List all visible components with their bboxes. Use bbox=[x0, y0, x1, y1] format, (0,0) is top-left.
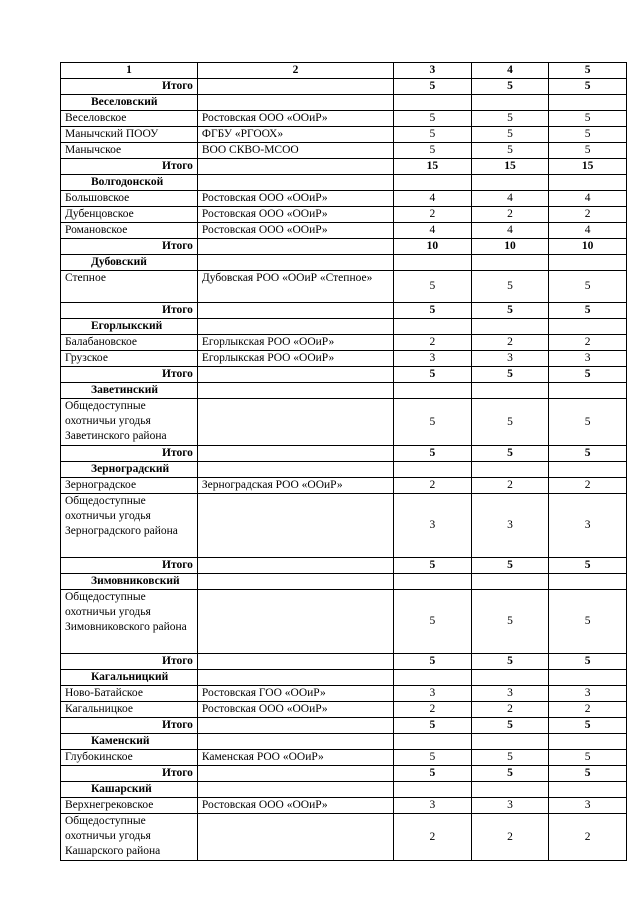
total-value: 5 bbox=[471, 79, 549, 95]
hunting-ground-name: Манычский ПООУ bbox=[61, 127, 198, 143]
organization-name: Зерноградская РОО «ООиР» bbox=[197, 478, 393, 494]
district-name: Зерноградский bbox=[61, 462, 198, 478]
empty-cell bbox=[197, 159, 393, 175]
table-row bbox=[61, 701, 627, 717]
table-row bbox=[61, 350, 627, 366]
empty-cell bbox=[394, 95, 472, 111]
empty-cell bbox=[471, 669, 549, 685]
hunting-ground-name: Зерноградское bbox=[61, 478, 198, 494]
empty-cell bbox=[471, 462, 549, 478]
value-cell: 3 bbox=[549, 685, 627, 701]
total-label: Итого bbox=[61, 159, 198, 175]
value-cell: 4 bbox=[394, 191, 472, 207]
district-row bbox=[61, 318, 627, 334]
hunting-quota-table bbox=[60, 62, 627, 861]
value-cell: 3 bbox=[394, 685, 472, 701]
table-body bbox=[61, 63, 627, 861]
value-cell: 3 bbox=[394, 797, 472, 813]
value-cell: 3 bbox=[549, 350, 627, 366]
value-cell: 5 bbox=[394, 143, 472, 159]
empty-cell bbox=[197, 574, 393, 590]
organization-name: ВОО СКВО-МСОО bbox=[197, 143, 393, 159]
total-value: 5 bbox=[549, 765, 627, 781]
empty-cell bbox=[394, 574, 472, 590]
total-value: 15 bbox=[549, 159, 627, 175]
total-label: Итого bbox=[61, 717, 198, 733]
value-cell: 2 bbox=[394, 813, 472, 861]
value-cell: 4 bbox=[549, 223, 627, 239]
hunting-ground-name: Глубокинское bbox=[61, 749, 198, 765]
empty-cell bbox=[549, 95, 627, 111]
value-cell: 4 bbox=[394, 223, 472, 239]
empty-cell bbox=[197, 239, 393, 255]
table-row bbox=[61, 127, 627, 143]
empty-cell bbox=[197, 382, 393, 398]
empty-cell bbox=[394, 255, 472, 271]
value-cell: 5 bbox=[394, 111, 472, 127]
organization-name: Ростовская ООО «ООиР» bbox=[197, 111, 393, 127]
hunting-ground-name: Общедоступные охотничьи угодья Зимовниковского района bbox=[61, 590, 198, 654]
total-label: Итого bbox=[61, 558, 198, 574]
value-cell: 2 bbox=[549, 207, 627, 223]
total-value: 5 bbox=[471, 366, 549, 382]
district-row bbox=[61, 255, 627, 271]
hunting-ground-name: Общедоступные охотничьи угодья Зерноградского района bbox=[61, 494, 198, 558]
empty-cell bbox=[197, 255, 393, 271]
organization-name: Егорлыкская РОО «ООиР» bbox=[197, 334, 393, 350]
empty-cell bbox=[394, 318, 472, 334]
district-name: Заветинский bbox=[61, 382, 198, 398]
total-value: 5 bbox=[471, 558, 549, 574]
organization-name bbox=[197, 398, 393, 446]
total-value: 5 bbox=[471, 765, 549, 781]
district-row bbox=[61, 95, 627, 111]
district-row bbox=[61, 733, 627, 749]
empty-cell bbox=[394, 733, 472, 749]
total-value: 10 bbox=[471, 239, 549, 255]
organization-name: Ростовская ГОО «ООиР» bbox=[197, 685, 393, 701]
hunting-ground-name: Веселовское bbox=[61, 111, 198, 127]
hunting-ground-name: Ново-Батайское bbox=[61, 685, 198, 701]
value-cell: 5 bbox=[549, 127, 627, 143]
table-row bbox=[61, 271, 627, 303]
value-cell: 2 bbox=[394, 478, 472, 494]
empty-cell bbox=[197, 95, 393, 111]
total-label: Итого bbox=[61, 239, 198, 255]
total-row bbox=[61, 302, 627, 318]
value-cell: 2 bbox=[471, 813, 549, 861]
value-cell: 5 bbox=[549, 143, 627, 159]
district-row bbox=[61, 382, 627, 398]
empty-cell bbox=[394, 781, 472, 797]
total-value: 15 bbox=[471, 159, 549, 175]
empty-cell bbox=[549, 781, 627, 797]
total-row bbox=[61, 79, 627, 95]
hunting-ground-name: Грузское bbox=[61, 350, 198, 366]
empty-cell bbox=[549, 574, 627, 590]
table-header-row bbox=[61, 63, 627, 79]
total-value: 5 bbox=[394, 558, 472, 574]
total-row bbox=[61, 653, 627, 669]
value-cell: 5 bbox=[394, 590, 472, 654]
empty-cell bbox=[197, 366, 393, 382]
total-value: 5 bbox=[394, 765, 472, 781]
empty-cell bbox=[197, 175, 393, 191]
table-row bbox=[61, 334, 627, 350]
hunting-ground-name: Верхнегрековское bbox=[61, 797, 198, 813]
organization-name: Ростовская ООО «ООиР» bbox=[197, 797, 393, 813]
total-label: Итого bbox=[61, 765, 198, 781]
total-value: 5 bbox=[394, 302, 472, 318]
value-cell: 3 bbox=[549, 797, 627, 813]
table-row bbox=[61, 478, 627, 494]
hunting-ground-name: Кагальницкое bbox=[61, 701, 198, 717]
total-value: 15 bbox=[394, 159, 472, 175]
value-cell: 3 bbox=[394, 350, 472, 366]
district-row bbox=[61, 175, 627, 191]
district-name: Каменский bbox=[61, 733, 198, 749]
empty-cell bbox=[197, 79, 393, 95]
total-label: Итого bbox=[61, 653, 198, 669]
empty-cell bbox=[471, 255, 549, 271]
empty-cell bbox=[197, 765, 393, 781]
value-cell: 5 bbox=[471, 590, 549, 654]
table-row bbox=[61, 143, 627, 159]
empty-cell bbox=[549, 669, 627, 685]
empty-cell bbox=[471, 175, 549, 191]
hunting-ground-name: Дубенцовское bbox=[61, 207, 198, 223]
organization-name: ФГБУ «РГООХ» bbox=[197, 127, 393, 143]
empty-cell bbox=[197, 318, 393, 334]
total-value: 5 bbox=[394, 446, 472, 462]
total-value: 5 bbox=[471, 717, 549, 733]
table-row bbox=[61, 111, 627, 127]
district-row bbox=[61, 574, 627, 590]
total-value: 5 bbox=[394, 717, 472, 733]
district-name: Кашарский bbox=[61, 781, 198, 797]
empty-cell bbox=[197, 302, 393, 318]
value-cell: 2 bbox=[549, 701, 627, 717]
value-cell: 5 bbox=[471, 127, 549, 143]
value-cell: 3 bbox=[471, 685, 549, 701]
empty-cell bbox=[197, 558, 393, 574]
value-cell: 3 bbox=[471, 494, 549, 558]
empty-cell bbox=[471, 733, 549, 749]
table-row bbox=[61, 749, 627, 765]
value-cell: 2 bbox=[471, 478, 549, 494]
total-value: 5 bbox=[549, 717, 627, 733]
district-name: Дубовский bbox=[61, 255, 198, 271]
total-value: 5 bbox=[471, 653, 549, 669]
value-cell: 5 bbox=[549, 590, 627, 654]
organization-name bbox=[197, 494, 393, 558]
total-value: 5 bbox=[549, 446, 627, 462]
empty-cell bbox=[197, 781, 393, 797]
hunting-ground-name: Балабановское bbox=[61, 334, 198, 350]
empty-cell bbox=[197, 653, 393, 669]
value-cell: 2 bbox=[471, 701, 549, 717]
hunting-ground-name: Общедоступные охотничьи угодья Кашарского района bbox=[61, 813, 198, 861]
empty-cell bbox=[197, 462, 393, 478]
total-row bbox=[61, 765, 627, 781]
table-row bbox=[61, 590, 627, 654]
value-cell: 5 bbox=[549, 111, 627, 127]
empty-cell bbox=[471, 95, 549, 111]
value-cell: 2 bbox=[394, 701, 472, 717]
hunting-ground-name: Большовское bbox=[61, 191, 198, 207]
table-row bbox=[61, 813, 627, 861]
value-cell: 3 bbox=[471, 350, 549, 366]
organization-name: Ростовская ООО «ООиР» bbox=[197, 223, 393, 239]
total-value: 5 bbox=[394, 366, 472, 382]
column-header: 1 bbox=[61, 63, 198, 79]
empty-cell bbox=[549, 733, 627, 749]
empty-cell bbox=[549, 462, 627, 478]
organization-name: Ростовская ООО «ООиР» bbox=[197, 207, 393, 223]
value-cell: 5 bbox=[471, 111, 549, 127]
organization-name: Каменская РОО «ООиР» bbox=[197, 749, 393, 765]
value-cell: 4 bbox=[549, 191, 627, 207]
total-label: Итого bbox=[61, 366, 198, 382]
empty-cell bbox=[394, 175, 472, 191]
district-name: Егорлыкский bbox=[61, 318, 198, 334]
total-value: 10 bbox=[549, 239, 627, 255]
value-cell: 5 bbox=[394, 398, 472, 446]
empty-cell bbox=[471, 318, 549, 334]
district-row bbox=[61, 781, 627, 797]
organization-name: Ростовская ООО «ООиР» bbox=[197, 191, 393, 207]
empty-cell bbox=[197, 669, 393, 685]
empty-cell bbox=[549, 382, 627, 398]
district-row bbox=[61, 462, 627, 478]
organization-name bbox=[197, 813, 393, 861]
empty-cell bbox=[471, 781, 549, 797]
value-cell: 5 bbox=[471, 398, 549, 446]
value-cell: 5 bbox=[394, 127, 472, 143]
hunting-ground-name: Общедоступные охотничьи угодья Заветинского района bbox=[61, 398, 198, 446]
value-cell: 3 bbox=[549, 494, 627, 558]
total-label: Итого bbox=[61, 446, 198, 462]
total-value: 5 bbox=[549, 366, 627, 382]
organization-name: Ростовская ООО «ООиР» bbox=[197, 701, 393, 717]
value-cell: 2 bbox=[549, 813, 627, 861]
hunting-ground-name: Степное bbox=[61, 271, 198, 303]
total-label: Итого bbox=[61, 302, 198, 318]
value-cell: 2 bbox=[549, 334, 627, 350]
value-cell: 5 bbox=[394, 271, 472, 303]
district-name: Веселовский bbox=[61, 95, 198, 111]
column-header: 3 bbox=[394, 63, 472, 79]
column-header: 4 bbox=[471, 63, 549, 79]
district-name: Зимовниковский bbox=[61, 574, 198, 590]
total-row bbox=[61, 446, 627, 462]
empty-cell bbox=[197, 446, 393, 462]
value-cell: 5 bbox=[471, 143, 549, 159]
district-name: Кагальницкий bbox=[61, 669, 198, 685]
total-row bbox=[61, 366, 627, 382]
value-cell: 5 bbox=[394, 749, 472, 765]
total-label: Итого bbox=[61, 79, 198, 95]
organization-name: Егорлыкская РОО «ООиР» bbox=[197, 350, 393, 366]
table-row bbox=[61, 398, 627, 446]
district-row bbox=[61, 669, 627, 685]
table-row bbox=[61, 207, 627, 223]
empty-cell bbox=[197, 717, 393, 733]
total-value: 10 bbox=[394, 239, 472, 255]
value-cell: 3 bbox=[394, 494, 472, 558]
column-header: 5 bbox=[549, 63, 627, 79]
organization-name bbox=[197, 590, 393, 654]
value-cell: 5 bbox=[549, 271, 627, 303]
empty-cell bbox=[471, 574, 549, 590]
value-cell: 5 bbox=[549, 398, 627, 446]
value-cell: 4 bbox=[471, 223, 549, 239]
district-name: Волгодонской bbox=[61, 175, 198, 191]
value-cell: 3 bbox=[471, 797, 549, 813]
empty-cell bbox=[394, 462, 472, 478]
total-value: 5 bbox=[394, 653, 472, 669]
table-row bbox=[61, 685, 627, 701]
empty-cell bbox=[549, 318, 627, 334]
value-cell: 2 bbox=[471, 334, 549, 350]
value-cell: 2 bbox=[394, 334, 472, 350]
value-cell: 5 bbox=[471, 749, 549, 765]
total-row bbox=[61, 239, 627, 255]
total-value: 5 bbox=[471, 446, 549, 462]
hunting-ground-name: Манычское bbox=[61, 143, 198, 159]
total-value: 5 bbox=[394, 79, 472, 95]
total-value: 5 bbox=[471, 302, 549, 318]
value-cell: 4 bbox=[471, 191, 549, 207]
value-cell: 5 bbox=[471, 271, 549, 303]
total-value: 5 bbox=[549, 558, 627, 574]
empty-cell bbox=[394, 669, 472, 685]
hunting-ground-name: Романовское bbox=[61, 223, 198, 239]
table-row bbox=[61, 797, 627, 813]
total-row bbox=[61, 717, 627, 733]
table-row bbox=[61, 191, 627, 207]
empty-cell bbox=[471, 382, 549, 398]
value-cell: 2 bbox=[471, 207, 549, 223]
value-cell: 2 bbox=[394, 207, 472, 223]
value-cell: 2 bbox=[549, 478, 627, 494]
table-row bbox=[61, 223, 627, 239]
total-value: 5 bbox=[549, 79, 627, 95]
empty-cell bbox=[549, 175, 627, 191]
total-value: 5 bbox=[549, 653, 627, 669]
empty-cell bbox=[197, 733, 393, 749]
value-cell: 5 bbox=[549, 749, 627, 765]
total-row bbox=[61, 159, 627, 175]
organization-name: Дубовская РОО «ООиР «Степное» bbox=[197, 271, 393, 303]
column-header: 2 bbox=[197, 63, 393, 79]
total-row bbox=[61, 558, 627, 574]
total-value: 5 bbox=[549, 302, 627, 318]
table-row bbox=[61, 494, 627, 558]
empty-cell bbox=[549, 255, 627, 271]
empty-cell bbox=[394, 382, 472, 398]
